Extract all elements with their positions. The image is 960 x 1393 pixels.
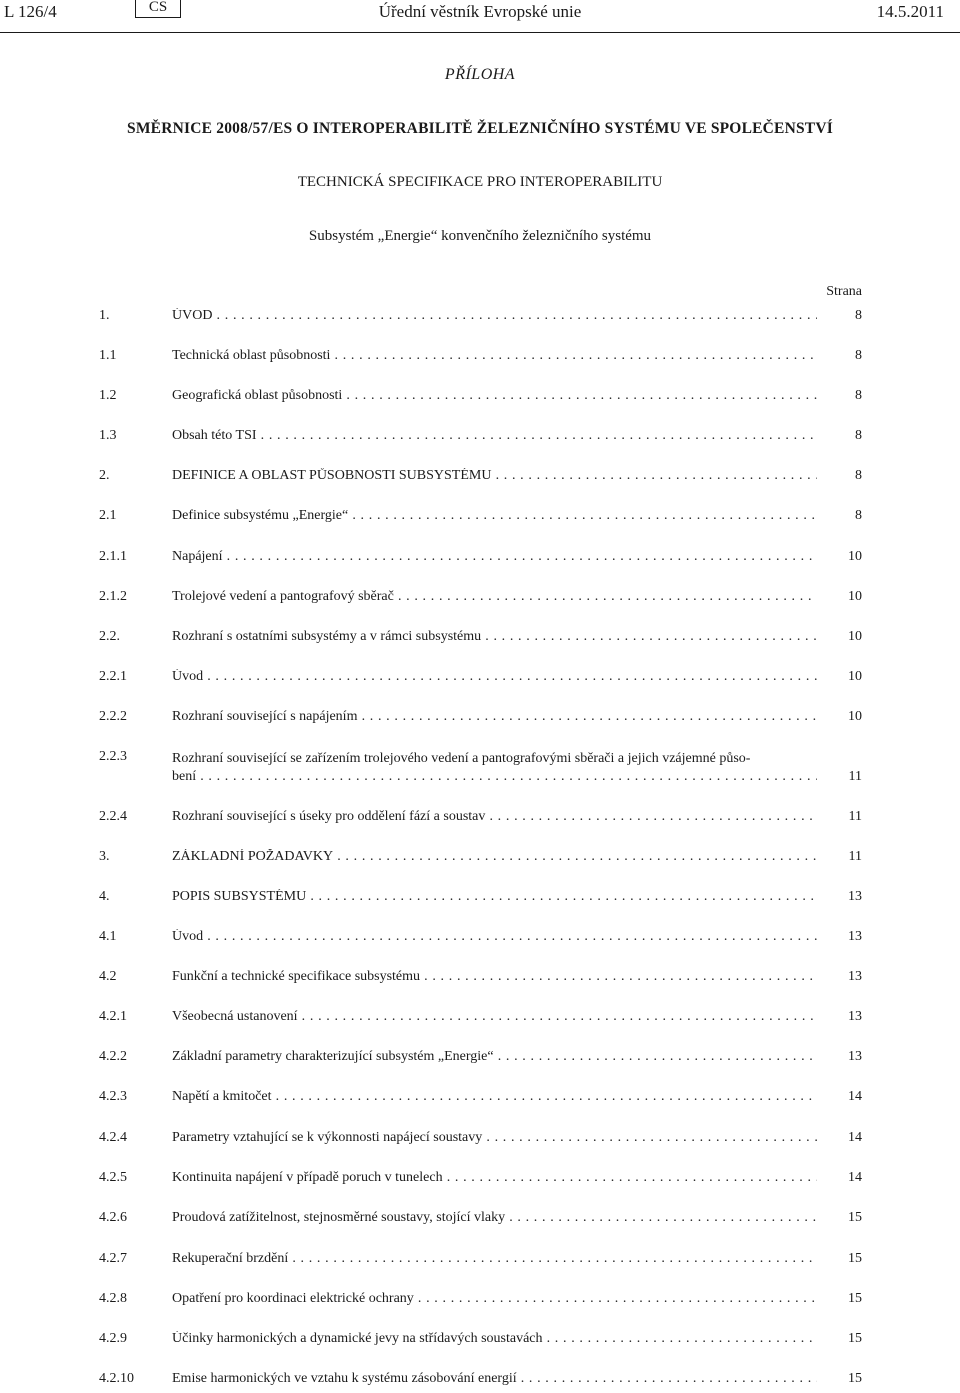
toc-entry-page: 8 xyxy=(855,428,862,443)
toc-entry-title: Definice subsystému „Energie“ . . . xyxy=(172,508,817,524)
toc-entry-title: Technická oblast působnosti . . . xyxy=(172,348,817,364)
toc-entry[interactable] xyxy=(99,749,862,789)
toc-entry-title: Rekuperační brzdění . . . xyxy=(172,1251,817,1267)
toc-entry-number: 1.2 xyxy=(99,388,117,403)
toc-entry-page: 14 xyxy=(848,1130,862,1145)
toc-entry-number: 4.2.1 xyxy=(99,1009,127,1024)
page-reference: L 126/4 xyxy=(4,2,57,21)
toc-entry-number: 2.2.4 xyxy=(99,809,127,824)
toc-entry-number: 4.1 xyxy=(99,929,117,944)
toc-entry-page: 8 xyxy=(855,508,862,523)
toc-entry-number: 4.2.8 xyxy=(99,1291,127,1306)
toc-entry[interactable] xyxy=(99,889,862,909)
toc-entry-number: 4.2.10 xyxy=(99,1371,134,1386)
toc-entry-title: Účinky harmonických a dynamické jevy na střídavých soustavách . . . xyxy=(172,1331,817,1347)
toc-entry-page: 11 xyxy=(848,809,862,824)
toc-entry-number: 2.2. xyxy=(99,629,120,644)
toc-entry[interactable] xyxy=(99,1049,862,1069)
toc-entry-page: 15 xyxy=(848,1291,862,1306)
toc-entry-page: 13 xyxy=(848,889,862,904)
toc-entry-page: 10 xyxy=(848,629,862,644)
toc-entry-title: Emise harmonických ve vztahu k systému zásobování energií . . . xyxy=(172,1371,817,1387)
toc-entry[interactable] xyxy=(99,1371,862,1391)
toc-entry-title: POPIS SUBSYSTÉMU . . . xyxy=(172,889,817,905)
toc-entry-page: 8 xyxy=(855,348,862,363)
toc-entry-title: Všeobecná ustanovení . . . xyxy=(172,1009,817,1025)
toc-entry-page: 15 xyxy=(848,1251,862,1266)
toc-entry[interactable] xyxy=(99,468,862,488)
toc-entry[interactable] xyxy=(99,629,862,649)
toc-entry[interactable] xyxy=(99,929,862,949)
toc-entry-page: 10 xyxy=(848,709,862,724)
toc-entry-page: 13 xyxy=(848,1009,862,1024)
toc-entry-title: Obsah této TSI . . . xyxy=(172,428,817,444)
toc-entry-number: 4.2.9 xyxy=(99,1331,127,1346)
toc-entry-number: 2.2.3 xyxy=(99,749,127,764)
toc-entry-title: Rozhraní související s úseky pro oddělení fází a soustav . . . xyxy=(172,809,817,825)
toc-entry-number: 4.2.3 xyxy=(99,1089,127,1104)
toc-entry-title: Parametry vztahující se k výkonnosti napájecí soustavy . . . xyxy=(172,1130,817,1146)
toc-entry-title: Napájení . . . xyxy=(172,549,817,565)
toc-entry-page: 15 xyxy=(848,1210,862,1225)
toc-entry-title: ZÁKLADNÍ POŽADAVKY . . . xyxy=(172,849,817,865)
toc-entry-page: 10 xyxy=(848,669,862,684)
toc-entry[interactable] xyxy=(99,308,862,328)
toc-entry-number: 1. xyxy=(99,308,110,323)
toc-entry-title-continued: bení . . . xyxy=(172,769,817,785)
toc-entry-title: Proudová zatížitelnost, stejnosměrné soustavy, stojící vlaky . . . xyxy=(172,1210,817,1226)
publication-date: 14.5.2011 xyxy=(876,2,944,21)
toc-entry-number: 4.2 xyxy=(99,969,117,984)
toc-entry-title: Úvod . . . xyxy=(172,669,817,685)
tsi-title: TECHNICKÁ SPECIFIKACE PRO INTEROPERABILITU xyxy=(297,174,663,190)
toc-entry-page: 14 xyxy=(848,1089,862,1104)
toc-entry-page: 8 xyxy=(855,388,862,403)
toc-entry-page: 13 xyxy=(848,929,862,944)
toc-entry[interactable] xyxy=(99,1009,862,1029)
toc-entry-number: 4.2.5 xyxy=(99,1170,127,1185)
toc-entry[interactable] xyxy=(99,1170,862,1190)
toc-entry-number: 4.2.4 xyxy=(99,1130,127,1145)
toc-entry[interactable] xyxy=(99,1291,862,1311)
toc-entry[interactable] xyxy=(99,508,862,528)
toc-entry-page: 11 xyxy=(848,849,862,864)
toc-entry[interactable] xyxy=(99,709,862,729)
toc-entry-title: ÚVOD . . . xyxy=(172,308,817,324)
toc-entry-title: Trolejové vedení a pantografový sběrač . . . xyxy=(172,589,817,605)
toc-entry[interactable] xyxy=(99,809,862,829)
toc-entry[interactable] xyxy=(99,388,862,408)
toc-entry-title: Základní parametry charakterizující subsystém „Energie“ . . . xyxy=(172,1049,817,1065)
annex-title: PŘÍLOHA xyxy=(444,66,516,83)
toc-entry[interactable] xyxy=(99,549,862,569)
toc-entry-title: Opatření pro koordinaci elektrické ochrany . . . xyxy=(172,1291,817,1307)
toc-entry-title: Rozhraní související s napájením . . . xyxy=(172,709,817,725)
toc-entry-page: 13 xyxy=(848,969,862,984)
toc-entry-title: Napětí a kmitočet . . . xyxy=(172,1089,817,1105)
toc-entry-page: 11 xyxy=(848,769,862,784)
toc-entry-title: Rozhraní související se zařízením trolejového vedení a pantografovými sběrači a jejich vzájemné půso- xyxy=(172,751,751,766)
page-header xyxy=(0,0,960,34)
toc-entry-title: Rozhraní s ostatními subsystémy a v rámci subsystému . . . xyxy=(172,629,817,645)
toc-entry[interactable] xyxy=(99,1210,862,1230)
directive-title: SMĚRNICE 2008/57/ES O INTEROPERABILITĚ ŽELEZNIČNÍHO SYSTÉMU VE SPOLEČENSTVÍ xyxy=(127,120,833,137)
toc-entry[interactable] xyxy=(99,1331,862,1351)
toc-entry-page: 10 xyxy=(848,589,862,604)
toc-entry-number: 2.2.1 xyxy=(99,669,127,684)
toc-entry[interactable] xyxy=(99,849,862,869)
toc-entry-number: 2.2.2 xyxy=(99,709,127,724)
toc-entry[interactable] xyxy=(99,1251,862,1271)
language-badge: CS xyxy=(135,0,181,18)
toc-entry-page: 15 xyxy=(848,1371,862,1386)
toc-entry-page: 13 xyxy=(848,1049,862,1064)
toc-entry-number: 1.1 xyxy=(99,348,117,363)
toc-entry-number: 4. xyxy=(99,889,110,904)
toc-entry[interactable] xyxy=(99,669,862,689)
page-column-label: Strana xyxy=(826,284,862,299)
toc-entry[interactable] xyxy=(99,348,862,368)
toc-entry-number: 1.3 xyxy=(99,428,117,443)
toc-entry[interactable] xyxy=(99,1089,862,1109)
header-rule xyxy=(0,32,960,33)
toc-entry-number: 2.1.1 xyxy=(99,549,127,564)
toc-entry-title: DEFINICE A OBLAST PŮSOBNOSTI SUBSYSTÉMU . . . xyxy=(172,468,817,484)
toc-entry-page: 10 xyxy=(848,549,862,564)
toc-entry-page: 15 xyxy=(848,1331,862,1346)
toc-entry[interactable] xyxy=(99,969,862,989)
toc-entry-title: Funkční a technické specifikace subsystému . . . xyxy=(172,969,817,985)
toc-entry-number: 4.2.6 xyxy=(99,1210,127,1225)
toc-entry[interactable] xyxy=(99,1130,862,1150)
journal-title: Úřední věstník Evropské unie xyxy=(378,2,582,21)
toc-entry-number: 2. xyxy=(99,468,110,483)
toc-entry-number: 4.2.2 xyxy=(99,1049,127,1064)
toc-entry-title: Kontinuita napájení v případě poruch v tunelech . . . xyxy=(172,1170,817,1186)
toc-entry[interactable] xyxy=(99,428,862,448)
toc-entry-title: Úvod . . . xyxy=(172,929,817,945)
toc-entry-number: 2.1 xyxy=(99,508,117,523)
toc-entry-number: 4.2.7 xyxy=(99,1251,127,1266)
toc-entry[interactable] xyxy=(99,589,862,609)
subsystem-title: Subsystém „Energie“ konvenčního železničního systému xyxy=(308,228,652,244)
toc-entry-number: 2.1.2 xyxy=(99,589,127,604)
toc-entry-title: Geografická oblast působnosti . . . xyxy=(172,388,817,404)
toc-entry-page: 8 xyxy=(855,468,862,483)
toc-entry-number: 3. xyxy=(99,849,110,864)
toc-entry-page: 8 xyxy=(855,308,862,323)
toc-entry-page: 14 xyxy=(848,1170,862,1185)
